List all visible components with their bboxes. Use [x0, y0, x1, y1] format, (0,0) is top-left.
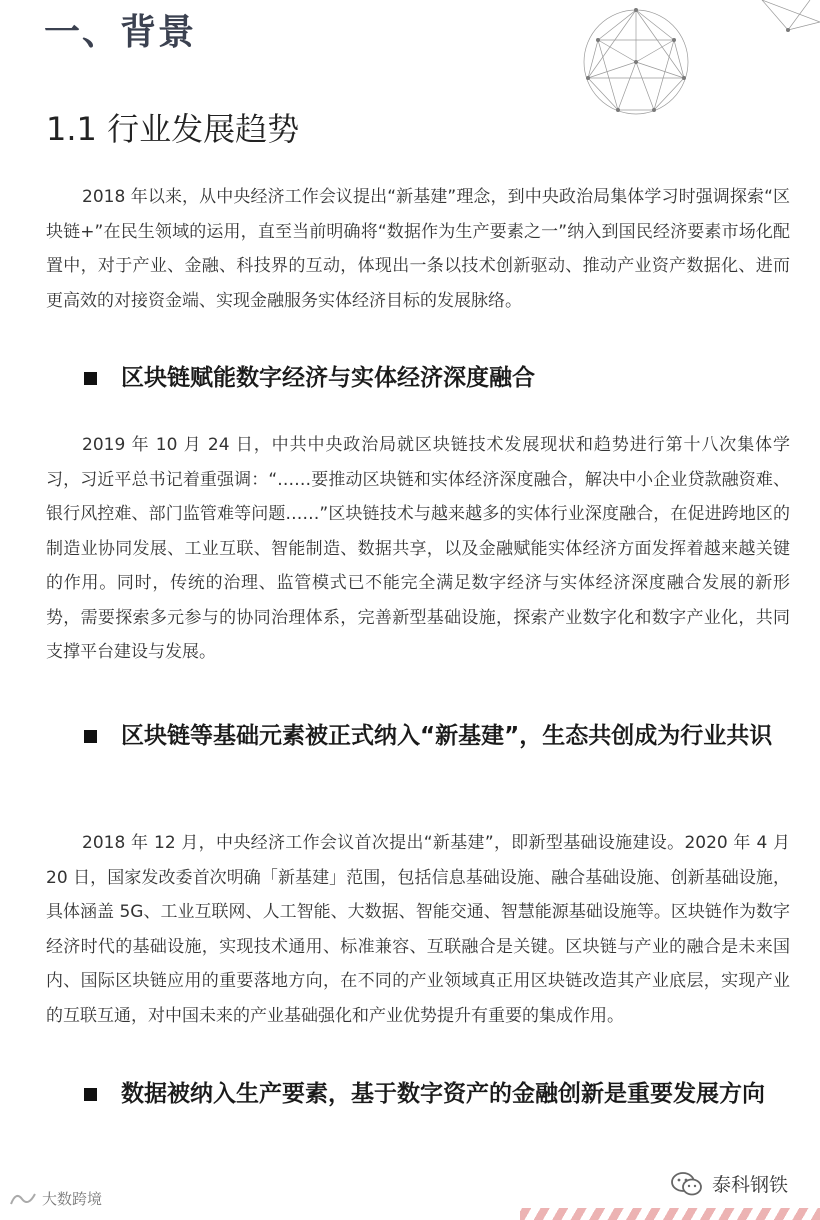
wechat-icon [670, 1171, 704, 1197]
footer-logo [8, 1188, 102, 1209]
heading-text: 区块链赋能数字经济与实体经济深度融合 [121, 365, 535, 391]
bullet-square-icon [84, 730, 97, 743]
wechat-account-name: 泰科钢铁 [712, 1174, 789, 1196]
heading-text: 区块链等基础元素被正式纳入“新基建”，生态共创成为行业共识 [121, 723, 773, 749]
paragraph-politburo-study: 2019 年 10 月 24 日，中共中央政治局就区块链技术发展现状和趋势进行第十八次集体学习，习近平总书记着重强调：“……要推动区块链和实体经济深度融合，解决中小企业贷款融资难、银行风控难、部门监管难等问题……”区块链技术与越来越多的实体行业深度融合，在促进跨地区的制造业协同发展、工业互联、智能制造、数据共享，以及金融赋能实体经济方面发挥着越来越关键的作用。同时，传统的治理、监管模式已不能完全满足数字经济与实体经济深度融合发展的新形势，需要探索多元参与的协同治理体系，完善新型基础设施，探索产业数字化和数字产业化，共同支撑平台建设与发展。 [46, 435, 790, 662]
footer-stripe-decoration [520, 1208, 820, 1220]
chapter-title: 一、背景 [44, 12, 197, 53]
heading-data-production-factor [84, 1076, 794, 1112]
section-title: 1.1 行业发展趋势 [46, 110, 300, 148]
paragraph-new-infrastructure: 2018 年 12 月，中央经济工作会议首次提出“新基建”，即新型基础设施建设。2020 年 4 月 20 日，国家发改委首次明确「新基建」范围，包括信息基础设施、融合基础设施、创新基础设施，具体涵盖 5G、工业互联网、人工智能、大数据、智能交通、智慧能源基础设施等。区块链作为数字经济时代的基础设施，实现技术通用、标准兼容、互联融合是关键。区块链与产业的融合是未来国内、国际区块链应用的重要落地方向，在不同的产业领域真正用区块链改造其产业底层，实现产业的互联互通，对中国未来的产业基础强化和产业优势提升有重要的集成作用。 [46, 833, 790, 1026]
heading-text: 数据被纳入生产要素，基于数字资产的金融创新是重要发展方向 [121, 1081, 765, 1107]
wechat-account-badge[interactable] [670, 1170, 788, 1197]
heading-new-infrastructure [84, 718, 794, 754]
paragraph-intro: 2018 年以来，从中央经济工作会议提出“新基建”理念，到中央政治局集体学习时强调探索“区块链+”在民生领域的运用，直至当前明确将“数据作为生产要素之一”纳入到国民经济要素市场化配置中，对于产业、金融、科技界的互动，体现出一条以技术创新驱动、推动产业资产数据化、进而更高效的对接资金端、实现金融服务实体经济目标的发展脉络。 [46, 187, 790, 311]
network-sphere-decoration [578, 0, 820, 125]
bullet-square-icon [84, 372, 97, 385]
logo-mark-icon [8, 1189, 38, 1209]
heading-blockchain-digital-economy [84, 360, 794, 396]
footer-logo-text: 大数跨境 [42, 1190, 103, 1208]
bullet-square-icon [84, 1088, 97, 1101]
